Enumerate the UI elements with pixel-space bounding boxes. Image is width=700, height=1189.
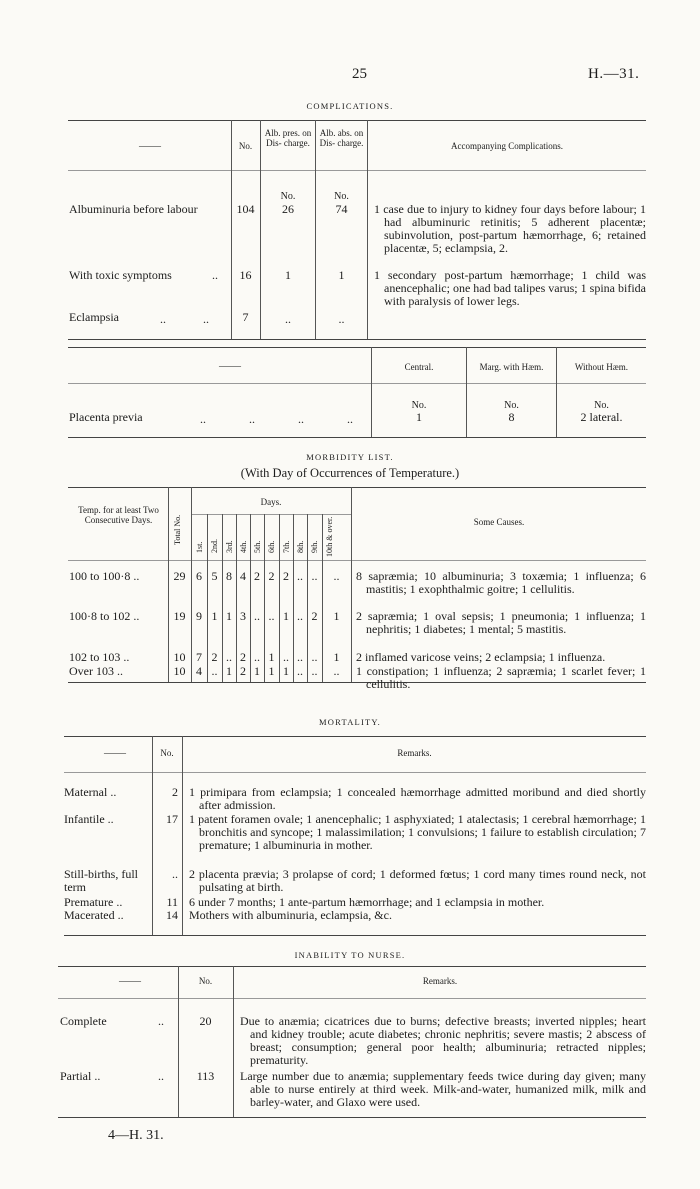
day-col-7: 7th.	[282, 540, 291, 553]
day-col-3: 3rd.	[225, 540, 234, 553]
row-total: 10	[173, 650, 186, 664]
row-leader-dots: .. ..	[160, 312, 209, 326]
complications-header-no: No.	[238, 141, 253, 151]
row-count: 7	[242, 310, 249, 324]
unit-no: No.	[594, 400, 609, 411]
day-cell: ..	[333, 569, 340, 583]
day-cell: 1	[268, 664, 275, 678]
day-cell: 1	[333, 609, 340, 623]
placenta-central-value: 1	[416, 410, 422, 424]
row-leader-dots: ..	[158, 1069, 164, 1083]
day-col-1: 1st.	[195, 541, 204, 553]
complications-header-dash: ——	[139, 140, 161, 152]
day-cell: 7	[196, 650, 202, 664]
row-label: 100 to 100·8 ..	[69, 569, 140, 583]
row-remarks: Large number due to anæmia; supplementary feeds twice during day given; many able to nurse entirely at third week. Milk-and-water, humanized milk, milk and barley-water, and Glaxo were used.	[240, 1069, 646, 1109]
day-cell: 2	[311, 609, 318, 623]
day-cell: 2	[268, 569, 275, 583]
row-label: Complete	[60, 1014, 107, 1028]
row-label: Infantile ..	[64, 812, 114, 826]
row-alb-pres: 26	[282, 202, 294, 216]
complications-header-alb-pres: Alb. pres. on Dis- charge.	[264, 128, 312, 148]
row-label: Eclampsia	[69, 310, 119, 324]
unit-no: No.	[334, 191, 349, 202]
row-alb-pres: 1	[285, 268, 291, 282]
day-cell: 2	[211, 650, 218, 664]
day-cell: ..	[311, 569, 318, 583]
row-label: With toxic symptoms	[69, 268, 172, 282]
day-cell: 1	[226, 609, 232, 623]
unit-no: No.	[280, 191, 296, 202]
page-number: 25	[352, 66, 367, 82]
morbidity-header-total: Total No.	[173, 514, 182, 545]
row-count: 2	[172, 785, 178, 799]
day-cell: 1	[333, 650, 340, 664]
row-leader-dots: .. .. .. ..	[200, 412, 353, 426]
row-remarks: Mothers with albuminuria, eclampsia, &c.	[189, 908, 392, 922]
row-causes: 1 constipation; 1 influenza; 2 sapræmia; 1 scarlet fever; 1 cellulitis.	[356, 664, 646, 691]
nurse-title: INABILITY TO NURSE.	[294, 950, 406, 960]
row-remarks: 2 placenta prævia; 3 prolapse of cord; 1 deformed fœtus; 1 cord many times round neck, not pulsating at birth.	[189, 867, 646, 894]
morbidity-title: MORBIDITY LIST.	[306, 452, 394, 462]
placenta-marg-value: 8	[508, 410, 515, 424]
placenta-header-dash: ——	[219, 360, 241, 372]
day-cell: ..	[297, 664, 303, 678]
placenta-header-marg: Marg. with Hæm.	[479, 362, 544, 372]
morbidity-header-causes: Some Causes.	[473, 517, 525, 527]
mortality-title: MORTALITY.	[319, 717, 381, 727]
day-cell: 2	[240, 650, 246, 664]
unit-no: No.	[504, 400, 519, 411]
day-col-4: 4th.	[239, 540, 248, 553]
day-cell: ..	[268, 609, 275, 623]
page-reference: H.—31.	[588, 66, 640, 82]
row-label: 100·8 to 102 ..	[69, 609, 140, 623]
row-label: Partial ..	[60, 1069, 101, 1083]
row-count: 113	[196, 1069, 215, 1083]
day-cell: 4	[240, 569, 246, 583]
row-label: Placenta previa	[69, 410, 143, 424]
row-total: 10	[173, 664, 186, 678]
row-label: Premature ..	[64, 895, 123, 909]
day-cell: 8	[226, 569, 232, 583]
row-count: 16	[239, 268, 252, 282]
day-cell: ..	[297, 650, 303, 664]
nurse-header-no: No.	[198, 976, 213, 986]
row-label: Macerated ..	[64, 908, 124, 922]
day-col-8: 8th.	[296, 540, 305, 553]
placenta-header-central: Central.	[404, 362, 434, 372]
day-cell: ..	[297, 569, 303, 583]
complications-header-alb-abs: Alb. abs. on Dis- charge.	[319, 128, 364, 148]
day-col-6: 6th.	[267, 540, 276, 553]
row-leader-dots: ..	[158, 1014, 164, 1028]
row-remarks: 1 patent foramen ovale; 1 anencephalic; 1 asphyxiated; 1 atalectasis; 1 cerebral hæmorrhage; 1 bronchitis and syncope; 1 malassimilation; 1 convulsions; 1 failure to establish circulation; 7 premature; 1 albuminuria in mother.	[189, 812, 646, 852]
morbidity-subtitle: (With Day of Occurrences of Temperature.)	[240, 466, 460, 480]
row-remarks: 1 secondary post-partum hæmorrhage; 1 child was anencephalic; one had bad talipes varus; 1 spina bifida with paralysis of lower legs.	[374, 268, 646, 308]
day-cell: 3	[240, 609, 246, 623]
day-cell: 6	[196, 569, 202, 583]
placenta-header-without: Without Hæm.	[574, 362, 629, 372]
day-cell: 4	[196, 664, 202, 678]
day-cell: 2	[283, 569, 289, 583]
row-label: Albuminuria before labour	[69, 202, 198, 216]
day-cell: ..	[311, 650, 318, 664]
row-remarks: Due to anæmia; cicatrices due to burns; defective breasts; inverted nipples; heart and kidney trouble; acute diabetes; chronic nephritis; severe mastis; 2 abscess of breast; consumption; general poor health; albuminuria; retracted nipples; prematurity.	[240, 1014, 646, 1067]
mortality-header-dash: ——	[104, 747, 126, 759]
day-cell: 9	[196, 609, 202, 623]
row-label: Maternal ..	[64, 785, 117, 799]
row-total: 29	[173, 569, 186, 583]
row-alb-abs: ..	[338, 312, 345, 326]
day-cell: ..	[254, 650, 260, 664]
day-cell: 1	[283, 609, 289, 623]
complications-header-remarks: Accompanying Complications.	[451, 141, 563, 151]
nurse-header-dash: ——	[119, 975, 141, 987]
row-count: ..	[172, 867, 178, 881]
row-remarks: 6 under 7 months; 1 ante-partum hæmorrhage; and 1 eclampsia in mother.	[189, 895, 545, 909]
mortality-header-no: No.	[160, 748, 174, 758]
placenta-without-value: 2 lateral.	[580, 410, 623, 424]
row-label: Over 103 ..	[69, 664, 123, 678]
row-label: 102 to 103 ..	[69, 650, 130, 664]
day-cell: ..	[297, 609, 303, 623]
row-count: 14	[166, 908, 178, 922]
row-causes: 2 sapræmia; 1 oval sepsis; 1 pneumonia; 1 influenza; 1 nephritis; 1 diabetes; 1 mental; 5 mastitis.	[356, 609, 646, 636]
day-col-5: 5th.	[253, 540, 262, 553]
day-col-10-over: 10th & over.	[325, 516, 334, 557]
row-count: 20	[199, 1014, 212, 1028]
row-count: 11	[166, 895, 178, 909]
day-cell: ..	[333, 664, 340, 678]
unit-no: No.	[411, 400, 427, 411]
row-count: 104	[236, 202, 255, 216]
day-cell: ..	[254, 609, 260, 623]
row-causes: 8 sapræmia; 10 albuminuria; 3 toxæmia; 1 influenza; 6 mastitis; 1 exophthalmic goitre; 1 cellulitis.	[356, 569, 646, 596]
day-cell: 5	[211, 569, 218, 583]
day-cell: 2	[240, 664, 246, 678]
day-cell: ..	[283, 650, 289, 664]
row-label: Still-births, full term	[64, 867, 139, 894]
row-alb-pres: ..	[285, 312, 291, 326]
row-causes: 2 inflamed varicose veins; 2 eclampsia; 1 influenza.	[356, 650, 606, 664]
day-cell: 1	[211, 609, 218, 623]
morbidity-header-days: Days.	[260, 497, 282, 507]
day-cell: ..	[211, 664, 218, 678]
row-remarks: 1 primipara from eclampsia; 1 concealed hæmorrhage admitted moribund and died shortly after admission.	[189, 785, 646, 812]
day-cell: 1	[226, 664, 232, 678]
footer-reference: 4—H. 31.	[108, 1128, 164, 1143]
nurse-header-remarks: Remarks.	[422, 976, 458, 986]
row-leader-dots: ..	[212, 268, 218, 282]
day-cell: 2	[254, 569, 260, 583]
row-total: 19	[173, 609, 186, 623]
row-count: 17	[166, 812, 178, 826]
row-alb-abs: 74	[335, 202, 348, 216]
row-remarks: 1 case due to injury to kidney four days before labour; 1 had albuminuric retinitis; 5 adherent placentæ; subinvolution, post-partum hæmorrhage, 6; retained placentæ, 5; eclampsia, 2.	[374, 202, 646, 255]
day-col-2: 2nd.	[210, 539, 219, 553]
complications-title: COMPLICATIONS.	[306, 101, 394, 111]
day-cell: 1	[254, 664, 260, 678]
mortality-header-remarks: Remarks.	[397, 748, 432, 758]
row-alb-abs: 1	[338, 268, 345, 282]
day-cell: ..	[311, 664, 318, 678]
day-cell: 1	[283, 664, 289, 678]
day-cell: ..	[226, 650, 232, 664]
day-col-9: 9th.	[310, 540, 319, 553]
day-cell: 1	[268, 650, 275, 664]
morbidity-header-temp: Temp. for at least Two Consecutive Days.	[78, 505, 159, 525]
